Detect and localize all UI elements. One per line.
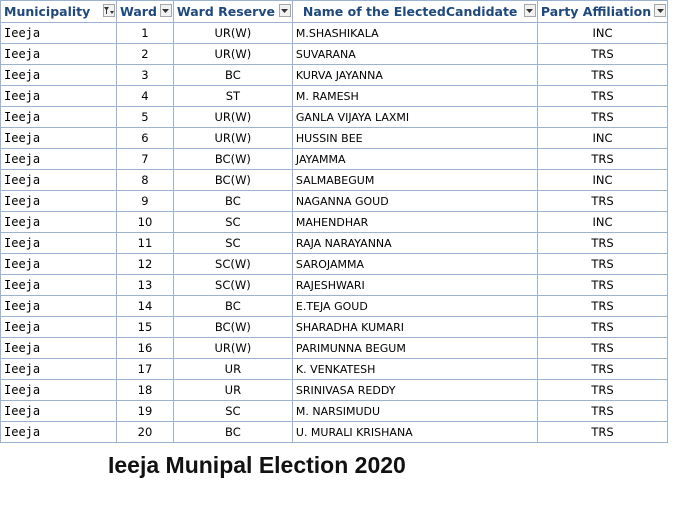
ward-number-cell[interactable]: 3 xyxy=(117,65,174,86)
municipality-cell[interactable]: Ieeja xyxy=(1,233,117,254)
table-row xyxy=(1,107,668,128)
candidate-name-cell[interactable]: JAYAMMA xyxy=(292,149,537,170)
table-row xyxy=(1,212,668,233)
table-row xyxy=(1,44,668,65)
candidate-name-cell[interactable]: RAJESHWARI xyxy=(292,275,537,296)
party-cell[interactable]: TRS xyxy=(537,296,667,317)
party-cell[interactable]: INC xyxy=(537,170,667,191)
ward-number-cell[interactable]: 19 xyxy=(117,401,174,422)
ward-reserve-cell[interactable]: SC(W) xyxy=(173,254,292,275)
table-row xyxy=(1,401,668,422)
municipality-cell[interactable]: Ieeja xyxy=(1,191,117,212)
candidate-name-cell[interactable]: U. MURALI KRISHANA xyxy=(292,422,537,443)
dropdown-arrow-icon[interactable] xyxy=(279,4,291,17)
party-cell[interactable]: TRS xyxy=(537,422,667,443)
table-row xyxy=(1,86,668,107)
ward-number-cell[interactable]: 5 xyxy=(117,107,174,128)
party-cell[interactable]: TRS xyxy=(537,317,667,338)
ward-reserve-cell[interactable]: BC(W) xyxy=(173,170,292,191)
municipality-cell[interactable]: Ieeja xyxy=(1,107,117,128)
municipality-cell[interactable]: Ieeja xyxy=(1,359,117,380)
ward-reserve-cell[interactable]: BC xyxy=(173,191,292,212)
party-cell[interactable]: TRS xyxy=(537,359,667,380)
table-row xyxy=(1,275,668,296)
ward-reserve-cell[interactable]: UR xyxy=(173,380,292,401)
candidate-name-cell[interactable]: SAROJAMMA xyxy=(292,254,537,275)
dropdown-arrow-icon[interactable] xyxy=(524,4,536,17)
header-label: Ward xyxy=(120,4,157,19)
party-cell[interactable]: TRS xyxy=(537,275,667,296)
candidate-name-cell[interactable]: GANLA VIJAYA LAXMI xyxy=(292,107,537,128)
municipality-cell[interactable]: Ieeja xyxy=(1,317,117,338)
ward-number-cell[interactable]: 9 xyxy=(117,191,174,212)
municipality-cell[interactable]: Ieeja xyxy=(1,86,117,107)
party-cell[interactable]: TRS xyxy=(537,65,667,86)
ward-number-cell[interactable]: 1 xyxy=(117,23,174,44)
ward-reserve-cell[interactable]: BC xyxy=(173,65,292,86)
party-cell[interactable]: INC xyxy=(537,128,667,149)
header-label: Name of the ElectedCandidate xyxy=(302,4,518,19)
candidate-name-cell[interactable]: PARIMUNNA BEGUM xyxy=(292,338,537,359)
party-cell[interactable]: TRS xyxy=(537,380,667,401)
table-row xyxy=(1,128,668,149)
table-row xyxy=(1,338,668,359)
municipality-cell[interactable]: Ieeja xyxy=(1,380,117,401)
table-row xyxy=(1,65,668,86)
party-cell[interactable]: INC xyxy=(537,212,667,233)
candidate-name-cell[interactable]: K. VENKATESH xyxy=(292,359,537,380)
table-row xyxy=(1,149,668,170)
ward-reserve-cell[interactable]: UR(W) xyxy=(173,107,292,128)
ward-number-cell[interactable]: 4 xyxy=(117,86,174,107)
caption-title: Ieeja Munipal Election 2020 xyxy=(108,452,406,478)
candidate-name-cell[interactable]: MAHENDHAR xyxy=(292,212,537,233)
ward-number-cell[interactable]: 18 xyxy=(117,380,174,401)
ward-number-cell[interactable]: 6 xyxy=(117,128,174,149)
party-cell[interactable]: TRS xyxy=(537,149,667,170)
table-row xyxy=(1,170,668,191)
dropdown-arrow-icon[interactable] xyxy=(654,4,666,17)
table-row xyxy=(1,380,668,401)
candidate-name-cell[interactable]: M.SHASHIKALA xyxy=(292,23,537,44)
municipality-cell[interactable]: Ieeja xyxy=(1,212,117,233)
ward-number-cell[interactable]: 12 xyxy=(117,254,174,275)
ward-reserve-cell[interactable]: SC(W) xyxy=(173,275,292,296)
municipality-cell[interactable]: Ieeja xyxy=(1,275,117,296)
ward-number-cell[interactable]: 14 xyxy=(117,296,174,317)
ward-number-cell[interactable]: 8 xyxy=(117,170,174,191)
header-ward[interactable] xyxy=(117,1,174,23)
ward-number-cell[interactable]: 17 xyxy=(117,359,174,380)
header-candidate-name[interactable] xyxy=(292,1,537,23)
candidate-name-cell[interactable]: E.TEJA GOUD xyxy=(292,296,537,317)
ward-reserve-cell[interactable]: ST xyxy=(173,86,292,107)
party-cell[interactable]: TRS xyxy=(537,401,667,422)
table-row xyxy=(1,296,668,317)
ward-reserve-cell[interactable]: BC(W) xyxy=(173,317,292,338)
ward-reserve-cell[interactable]: BC xyxy=(173,296,292,317)
ward-reserve-cell[interactable]: BC xyxy=(173,422,292,443)
ward-number-cell[interactable]: 11 xyxy=(117,233,174,254)
municipality-cell[interactable]: Ieeja xyxy=(1,338,117,359)
party-cell[interactable]: TRS xyxy=(537,86,667,107)
ward-number-cell[interactable]: 7 xyxy=(117,149,174,170)
candidate-name-cell[interactable]: M. NARSIMUDU xyxy=(292,401,537,422)
municipality-cell[interactable]: Ieeja xyxy=(1,254,117,275)
header-municipality[interactable] xyxy=(1,1,117,23)
ward-number-cell[interactable]: 2 xyxy=(117,44,174,65)
municipality-cell[interactable]: Ieeja xyxy=(1,170,117,191)
municipality-cell[interactable]: Ieeja xyxy=(1,44,117,65)
header-label: Ward Reserve xyxy=(176,4,275,19)
table-row xyxy=(1,359,668,380)
municipality-cell[interactable]: Ieeja xyxy=(1,65,117,86)
party-cell[interactable]: TRS xyxy=(537,338,667,359)
candidate-name-cell[interactable]: SHARADHA KUMARI xyxy=(292,317,537,338)
candidate-name-cell[interactable]: KURVA JAYANNA xyxy=(292,65,537,86)
municipality-cell[interactable]: Ieeja xyxy=(1,422,117,443)
table-row xyxy=(1,191,668,212)
municipality-cell[interactable]: Ieeja xyxy=(1,296,117,317)
dropdown-arrow-icon[interactable] xyxy=(160,4,172,17)
municipality-cell[interactable]: Ieeja xyxy=(1,401,117,422)
header-row xyxy=(1,1,668,23)
ward-reserve-cell[interactable]: UR(W) xyxy=(173,128,292,149)
party-cell[interactable]: TRS xyxy=(537,44,667,65)
candidate-name-cell[interactable]: M. RAMESH xyxy=(292,86,537,107)
ward-reserve-cell[interactable]: SC xyxy=(173,401,292,422)
party-cell[interactable]: INC xyxy=(537,23,667,44)
table-row xyxy=(1,233,668,254)
header-label: Municipality xyxy=(4,4,91,19)
municipality-cell[interactable]: Ieeja xyxy=(1,149,117,170)
party-cell[interactable]: TRS xyxy=(537,107,667,128)
candidate-name-cell[interactable]: RAJA NARAYANNA xyxy=(292,233,537,254)
municipality-cell[interactable]: Ieeja xyxy=(1,23,117,44)
candidate-name-cell[interactable]: SRINIVASA REDDY xyxy=(292,380,537,401)
table-row xyxy=(1,254,668,275)
party-cell[interactable]: TRS xyxy=(537,191,667,212)
ward-reserve-cell[interactable]: SC xyxy=(173,212,292,233)
ward-reserve-cell[interactable]: UR(W) xyxy=(173,338,292,359)
candidate-name-cell[interactable]: HUSSIN BEE xyxy=(292,128,537,149)
filter-active-icon[interactable] xyxy=(103,4,115,17)
ward-number-cell[interactable]: 13 xyxy=(117,275,174,296)
ward-reserve-cell[interactable]: UR xyxy=(173,359,292,380)
party-cell[interactable]: TRS xyxy=(537,254,667,275)
ward-reserve-cell[interactable]: UR(W) xyxy=(173,44,292,65)
header-party-affiliation[interactable] xyxy=(537,1,667,23)
party-cell[interactable]: TRS xyxy=(537,233,667,254)
ward-number-cell[interactable]: 10 xyxy=(117,212,174,233)
table-row xyxy=(1,317,668,338)
candidate-name-cell[interactable]: SALMABEGUM xyxy=(292,170,537,191)
ward-reserve-cell[interactable]: BC(W) xyxy=(173,149,292,170)
municipality-cell[interactable]: Ieeja xyxy=(1,128,117,149)
header-label: Party Affiliation xyxy=(540,4,652,19)
candidate-name-cell[interactable]: NAGANNA GOUD xyxy=(292,191,537,212)
ward-number-cell[interactable]: 15 xyxy=(117,317,174,338)
header-ward-reserve[interactable] xyxy=(173,1,292,23)
ward-reserve-cell[interactable]: SC xyxy=(173,233,292,254)
table-row xyxy=(1,422,668,443)
table-row xyxy=(1,23,668,44)
ward-number-cell[interactable]: 16 xyxy=(117,338,174,359)
candidate-name-cell[interactable]: SUVARANA xyxy=(292,44,537,65)
ward-reserve-cell[interactable]: UR(W) xyxy=(173,23,292,44)
ward-number-cell[interactable]: 20 xyxy=(117,422,174,443)
